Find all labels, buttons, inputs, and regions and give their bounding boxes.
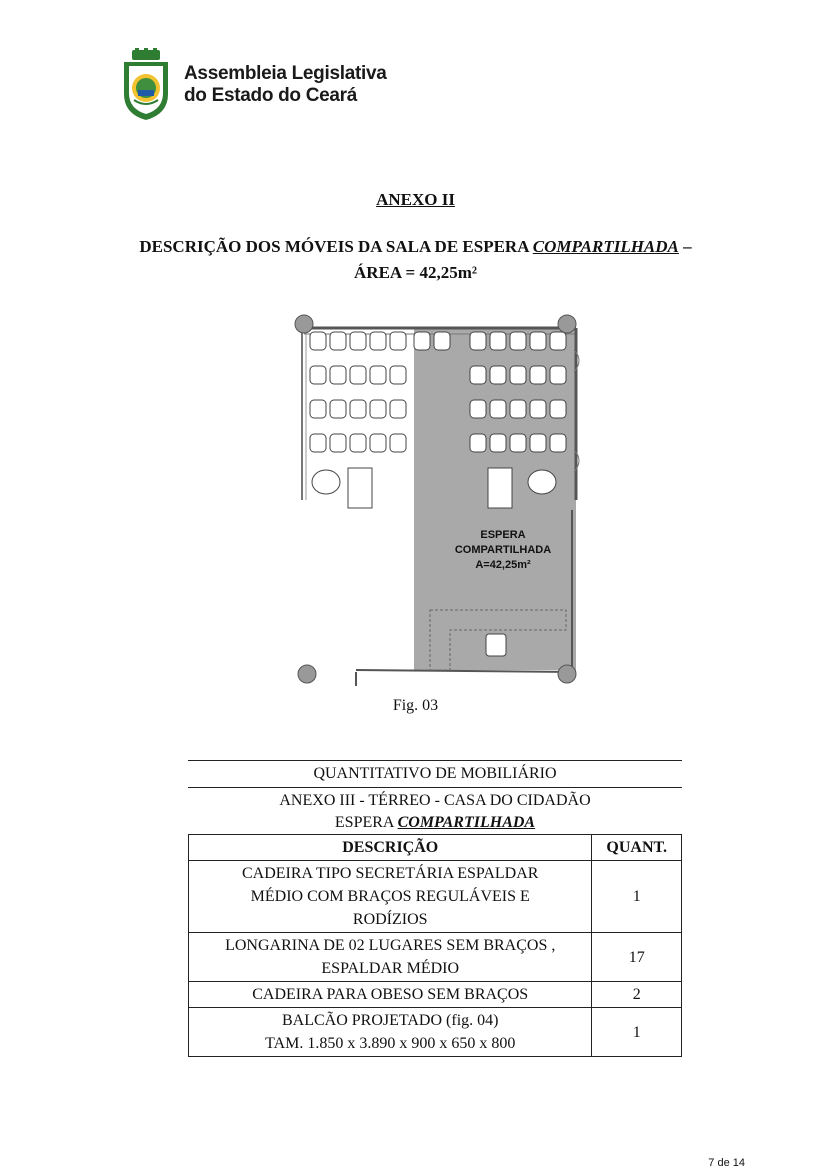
col-description: DESCRIÇÃO <box>189 835 592 861</box>
table-row <box>189 982 682 1008</box>
page-header <box>120 48 387 122</box>
row-description <box>189 933 592 982</box>
organization-name <box>184 63 387 107</box>
subheading-italic: COMPARTILHADA <box>397 814 536 831</box>
title-italic: COMPARTILHADA <box>532 237 679 256</box>
title-suffix: – <box>678 237 692 256</box>
subheading-line-2 <box>188 812 682 834</box>
desc-line: CADEIRA TIPO SECRETÁRIA ESPALDAR <box>241 865 539 882</box>
desc-line: BALCÃO PROJETADO (fig. 04) <box>281 1012 499 1029</box>
plan-label-line-1: ESPERA <box>480 529 526 541</box>
table-subheading <box>188 788 682 834</box>
table-row <box>189 1008 682 1057</box>
document-title <box>0 234 831 286</box>
row-quantity: 17 <box>592 933 682 982</box>
table-heading: QUANTITATIVO DE MOBILIÁRIO <box>188 760 682 788</box>
row-description <box>189 982 592 1008</box>
desc-line: RODÍZIOS <box>352 911 428 928</box>
desc-line: MÉDIO COM BRAÇOS REGULÁVEIS E <box>250 888 530 905</box>
row-quantity: 1 <box>592 1008 682 1057</box>
org-line-1: Assembleia Legislativa <box>184 63 387 84</box>
table-row <box>189 933 682 982</box>
row-quantity: 1 <box>592 861 682 933</box>
subheading-prefix: ESPERA <box>334 814 398 831</box>
org-line-2: do Estado do Ceará <box>184 85 358 106</box>
title-prefix: DESCRIÇÃO DOS MÓVEIS DA SALA DE ESPERA <box>139 237 533 256</box>
table-row <box>189 861 682 933</box>
row-description <box>189 861 592 933</box>
desc-line: LONGARINA DE 02 LUGARES SEM BRAÇOS , <box>225 937 556 954</box>
page-number: 7 de 14 <box>708 1157 745 1169</box>
row-quantity: 2 <box>592 982 682 1008</box>
ceara-seal-icon <box>120 48 172 122</box>
furniture-table <box>188 760 682 1057</box>
floor-plan <box>290 310 590 690</box>
table-header-row <box>189 835 682 861</box>
plan-label-line-3: A=42,25m² <box>475 559 531 571</box>
title-line-1 <box>0 234 831 260</box>
col-quantity: QUANT. <box>592 835 682 861</box>
row-description <box>189 1008 592 1057</box>
title-line-2: ÁREA = 42,25m² <box>354 263 477 282</box>
furniture-grid <box>188 834 682 1057</box>
desc-line: ESPALDAR MÉDIO <box>321 960 460 977</box>
desc-line: CADEIRA PARA OBESO SEM BRAÇOS <box>252 986 529 1003</box>
figure-caption: Fig. 03 <box>392 697 439 714</box>
subheading-line-1: ANEXO III - TÉRREO - CASA DO CIDADÃO <box>279 792 591 809</box>
plan-label-line-2: COMPARTILHADA <box>454 544 552 556</box>
chairs-left <box>310 332 406 452</box>
desc-line: TAM. 1.850 x 3.890 x 900 x 650 x 800 <box>265 1035 516 1052</box>
annex-title: ANEXO II <box>376 190 455 209</box>
